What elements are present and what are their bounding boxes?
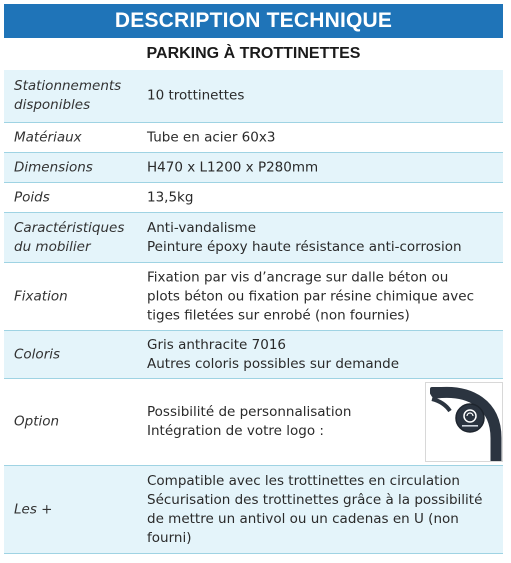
spec-label: Fixation (14, 288, 68, 304)
spec-row-les-plus (4, 466, 503, 554)
logo-plate-product-thumbnail (425, 382, 503, 462)
spec-row-caracteristiques (4, 213, 503, 263)
spec-label: Dimensions (14, 159, 93, 175)
spec-row-poids (4, 183, 503, 213)
section-header (4, 4, 503, 38)
spec-value: H470 x L1200 x P280mm (147, 159, 319, 175)
spec-label: Coloris (14, 346, 61, 362)
spec-row-coloris (4, 331, 503, 379)
spec-value: Compatible avec les trottinettes en circulation Sécurisation des trottinettes grâce à la possibilité de mettre un antivol ou un cadenas en U (non fourni) (147, 472, 483, 546)
spec-value: 13,5kg (147, 189, 194, 205)
spec-label: Poids (14, 189, 50, 205)
product-title: PARKING À TROTTINETTES (146, 45, 361, 62)
spec-value: Fixation par vis d’ancrage sur dalle béton ou plots béton ou fixation par résine chimique avec tiges filetées sur enrobé (non fournies) (147, 269, 475, 323)
spec-label: Stationnements disponibles (14, 78, 122, 113)
spec-value: Possibilité de personnalisation Intégration de votre logo : (147, 404, 352, 439)
scooter-rack-illustration (426, 383, 503, 462)
spec-value: 10 trottinettes (147, 87, 245, 104)
spec-row-stationnements (4, 70, 503, 123)
spec-label: Option (14, 413, 60, 430)
spec-row-fixation (4, 263, 503, 331)
spec-label: Caractéristiques du mobilier (14, 219, 125, 255)
spec-label: Matériaux (14, 129, 82, 145)
spec-row-dimensions (4, 153, 503, 183)
spec-value: Tube en acier 60x3 (147, 129, 276, 145)
section-title: DESCRIPTION TECHNIQUE (114, 9, 393, 32)
spec-row-materiaux (4, 123, 503, 153)
spec-label: Les + (14, 501, 53, 517)
spec-value: Anti-vandalisme Peinture époxy haute résistance anti-corrosion (147, 219, 462, 255)
spec-value: Gris anthracite 7016 Autres coloris possibles sur demande (147, 336, 400, 372)
